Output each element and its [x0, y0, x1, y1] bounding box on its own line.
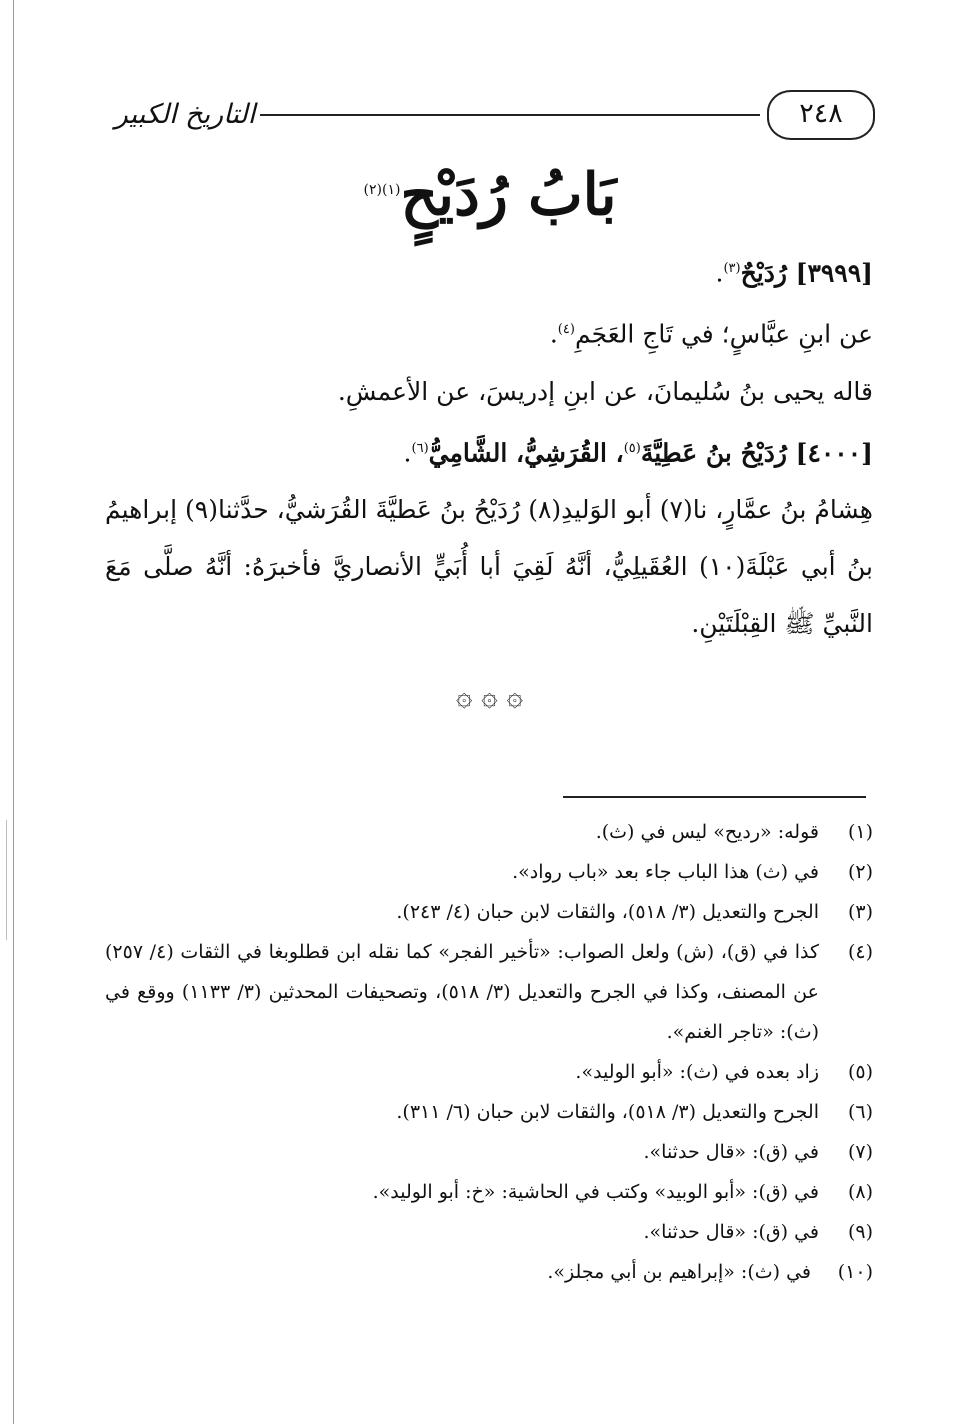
entry-punct: . [403, 437, 412, 467]
footnote [105, 1252, 873, 1292]
chapter-title-text: بَابُ رُدَيْحٍ [400, 160, 617, 229]
footnote-number: (٧) [847, 1141, 873, 1163]
footnotes [105, 812, 873, 1292]
footnote-text: قوله: «رديح» ليس في (ث). [595, 821, 819, 843]
main-text [105, 240, 873, 652]
footnote [105, 812, 873, 852]
footnote-text: الجرح والتعديل (٣/ ٥١٨)، والثقات لابن حبان (٦/ ٣١١). [396, 1101, 819, 1123]
footnote-separator [563, 796, 866, 798]
footnote-text: في (ق): «قال حدثنا». [643, 1141, 819, 1163]
footnote-marker: (٥) [623, 440, 641, 456]
entry-text: عن ابنِ عبَّاسٍ؛ في تَاجِ العَجَمِ [574, 319, 873, 349]
page-edge-line-secondary [6, 820, 7, 940]
footnote-text: زاد بعده في (ث): «أبو الوليد». [575, 1061, 819, 1083]
footnote-text: في (ث) هذا الباب جاء بعد «باب رواد». [512, 861, 819, 883]
footnote-marker: (٦) [411, 440, 429, 456]
footnote-text: الجرح والتعديل (٣/ ٥١٨)، والثقات لابن حبان (٤/ ٢٤٣). [396, 901, 819, 923]
footnote-number: (٦) [847, 1101, 873, 1123]
footnote-text: في (ث): «إبراهيم بن أبي مجلز». [547, 1261, 811, 1283]
entry-punct: . [715, 258, 724, 288]
entry-paragraph [105, 481, 873, 652]
entry-line [105, 301, 873, 362]
footnote-text: في (ق): «قال حدثنا». [643, 1221, 819, 1243]
footnote-marker: (٣) [723, 261, 741, 276]
section-divider-ornament: ۞ ۞ ۞ [455, 679, 524, 712]
entry-heading [105, 240, 873, 301]
footnote-number: (٤) [847, 941, 873, 963]
entry-text: هِشامُ بنُ عمَّارٍ، نا(٧) أبو الوَليدِ(٨) رُدَيْحُ بنُ عَطيَّةَ القُرَشيُّ، حدَّثنا(٩) إبراهيمُ بنُ أبي عَبْلَةَ(١٠) العُقَيلِيُّ، أنَّهُ لَقِيَ أبا أُبَيٍّ الأنصاريَّ فأخبرَهُ: أنَّهُ صلَّى مَعَ النَّبيِّ ﷺ القِبْلَتَيْنِ. [105, 494, 873, 638]
chapter-title-footnote-marks: (١)(٢) [363, 182, 401, 198]
header-rule [260, 114, 760, 116]
footnote-number: (٨) [847, 1181, 873, 1203]
book-title: التاريخ الكبير [114, 99, 256, 130]
footnote-number: (٣) [847, 901, 873, 923]
footnote [105, 1052, 873, 1092]
footnote-number: (١) [847, 821, 873, 843]
footnote [105, 892, 873, 932]
entry-text: قاله يحيى بنُ سُليمانَ، عن ابنِ إدريسَ، عن الأعمشِ. [337, 376, 873, 406]
footnote-number: (٢) [847, 861, 873, 883]
footnote-text: في (ق): «أبو الوبيد» وكتب في الحاشية: «خ: أبو الوليد». [372, 1181, 819, 1203]
page-number-badge: ٢٤٨ [767, 90, 875, 140]
entry-nisba: ، القُرَشِيُّ، الشَّامِيُّ [428, 437, 624, 467]
entry-number-name: [٣٩٩٩] رُدَيْحٌ [740, 258, 873, 288]
footnote [105, 1172, 873, 1212]
entry-heading [105, 420, 873, 481]
footnote-number: (١٠) [837, 1261, 873, 1283]
entry-line [105, 363, 873, 420]
footnote-number: (٩) [847, 1221, 873, 1243]
footnote-text: كذا في (ق)، (ش) ولعل الصواب: «تأخير الفجر» كما نقله ابن قطلوبغا في الثقات (٤/ ٢٥٧) عن المصنف، وكذا في الجرح والتعديل (٣/ ٥١٨)، وتصحيفات المحدثين (٣/ ١١٣٣) ووقع في (ث): «تاجر الغنم». [105, 941, 819, 1043]
footnote [105, 1092, 873, 1132]
entry-number-name: [٤٠٠٠] رُدَيْحُ بنُ عَطِيَّةَ [640, 437, 873, 467]
footnote [105, 932, 873, 1052]
footnote-marker: (٤) [557, 322, 575, 338]
footnote-number: (٥) [847, 1061, 873, 1083]
running-header [110, 88, 875, 148]
footnote [105, 1212, 873, 1252]
chapter-title [200, 150, 780, 230]
footnote [105, 852, 873, 892]
footnote [105, 1132, 873, 1172]
entry-punct: . [549, 319, 558, 349]
